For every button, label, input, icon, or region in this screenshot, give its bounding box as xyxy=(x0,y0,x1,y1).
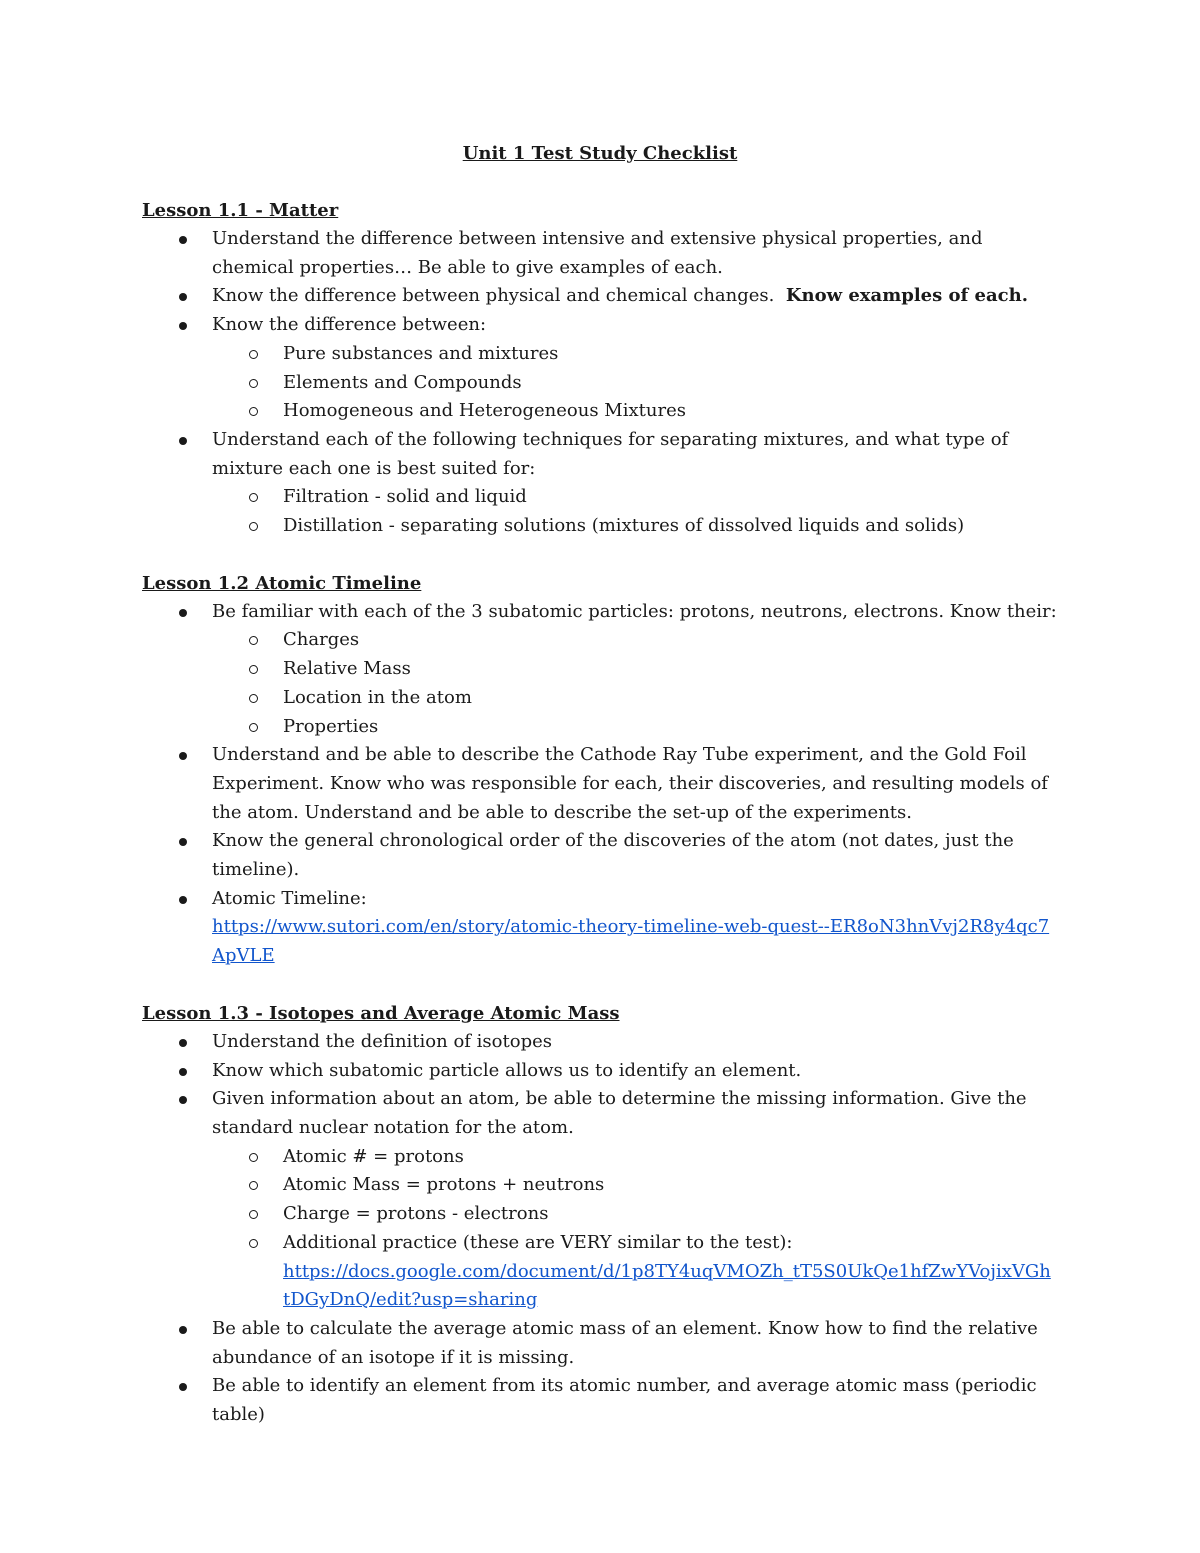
sub-list-item xyxy=(212,397,1058,426)
lesson-1-1-heading: Lesson 1.1 - Matter xyxy=(142,200,339,221)
additional-practice-link[interactable]: https://docs.google.com/document/d/1p8TY4uqVMOZh_tT5S0UkQe1hfZwYVojixVGhtDGyDnQ/edit?usp=sharing xyxy=(283,1260,1051,1311)
sub-list-item xyxy=(212,626,1058,655)
lesson-1-2-heading: Lesson 1.2 Atomic Timeline xyxy=(142,572,422,594)
sub-list-item-text: Pure substances and mixtures xyxy=(283,342,559,364)
hollow-bullet-icon xyxy=(249,665,258,674)
sub-list-item-text: Elements and Compounds xyxy=(283,371,522,393)
page-title: Unit 1 Test Study Checklist xyxy=(462,143,738,164)
list-item-text: Be familiar with each of the 3 subatomic particles: protons, neutrons, electrons. Know their: xyxy=(212,600,1057,622)
bullet-icon xyxy=(179,609,187,617)
hollow-bullet-icon xyxy=(249,1210,258,1219)
sub-list-item xyxy=(212,340,1058,369)
sub-list-item-text: Distillation - separating solutions (mixtures of dissolved liquids and solids) xyxy=(283,515,965,537)
sub-list-item xyxy=(212,512,1058,541)
list-item xyxy=(142,225,1058,282)
hollow-bullet-icon xyxy=(249,1181,258,1190)
list-item xyxy=(142,1028,1058,1057)
list-item-text: Know the general chronological order of the discoveries of the atom (not dates, just the timeline). xyxy=(212,830,1014,881)
sub-list xyxy=(142,1143,1058,1315)
hollow-bullet-icon xyxy=(249,694,258,703)
hollow-bullet-icon xyxy=(249,379,258,388)
sub-list xyxy=(142,626,1058,741)
bullet-icon xyxy=(179,838,187,846)
bullet-icon xyxy=(179,1383,187,1391)
bullet-icon xyxy=(179,1326,187,1334)
sub-list-item xyxy=(212,1143,1058,1172)
sub-list-item xyxy=(212,1171,1058,1200)
lesson-1-2-list xyxy=(142,598,1058,971)
bullet-icon xyxy=(179,752,187,760)
lesson-1-3-list xyxy=(142,1028,1058,1430)
bullet-icon xyxy=(179,236,187,244)
sub-list-item xyxy=(212,1229,1058,1315)
document-page xyxy=(142,138,1058,1458)
sub-list-item-text: Additional practice (these are VERY similar to the test): xyxy=(283,1231,793,1253)
list-item xyxy=(142,598,1058,742)
sub-list-item xyxy=(212,483,1058,512)
sub-list-item xyxy=(212,713,1058,742)
list-item-text: Be able to calculate the average atomic mass of an element. Know how to find the relative abundance of an isotope if it is missing. xyxy=(212,1317,1038,1368)
list-item xyxy=(142,1085,1058,1315)
list-item-text: Understand the definition of isotopes xyxy=(212,1030,552,1052)
sub-list-item xyxy=(212,369,1058,398)
bullet-icon xyxy=(179,437,187,445)
list-item xyxy=(142,282,1058,311)
bullet-icon xyxy=(179,896,187,904)
hollow-bullet-icon xyxy=(249,522,258,531)
lesson-1-1-section xyxy=(142,196,1058,541)
sub-list-item xyxy=(212,655,1058,684)
list-item xyxy=(142,1372,1058,1429)
lesson-1-1-list xyxy=(142,225,1058,541)
list-item xyxy=(142,741,1058,827)
lesson-1-3-heading: Lesson 1.3 - Isotopes and Average Atomic Mass xyxy=(142,1002,620,1024)
bullet-icon xyxy=(179,322,187,330)
hollow-bullet-icon xyxy=(249,493,258,502)
bullet-icon xyxy=(179,1068,187,1076)
bullet-icon xyxy=(179,1039,187,1047)
list-item xyxy=(142,1057,1058,1086)
sub-list xyxy=(142,340,1058,426)
sub-list-item-text: Charges xyxy=(283,629,360,651)
hollow-bullet-icon xyxy=(249,1153,258,1162)
sub-list-item xyxy=(212,684,1058,713)
hollow-bullet-icon xyxy=(249,723,258,732)
list-item-text: Understand the difference between intensive and extensive physical properties, and chemical properties… Be able to give examples of each. xyxy=(212,228,983,278)
sub-list-item-text: Properties xyxy=(283,715,379,737)
atomic-timeline-link[interactable]: https://www.sutori.com/en/story/atomic-theory-timeline-web-quest--ER8oN3hnVvj2R8y4qc7ApVLE xyxy=(212,916,1050,967)
sub-list-item-text: Location in the atom xyxy=(283,686,472,708)
hollow-bullet-icon xyxy=(249,1239,258,1248)
list-item-text: Given information about an atom, be able to determine the missing information. Give the standard nuclear notation for the atom. xyxy=(212,1088,1027,1138)
list-item-text: Know the difference between: xyxy=(212,314,487,336)
bullet-icon xyxy=(179,1096,187,1104)
list-item xyxy=(142,827,1058,884)
sub-list xyxy=(142,483,1058,540)
hollow-bullet-icon xyxy=(249,636,258,645)
list-item-text: Be able to identify an element from its atomic number, and average atomic mass (periodic table) xyxy=(212,1375,1037,1426)
list-item-text: Understand and be able to describe the Cathode Ray Tube experiment, and the Gold Foil Experiment. Know who was responsible for each, their discoveries, and resulting models of the atom. Understand and be able to describe the set-up of the experiments. xyxy=(212,744,1048,823)
lesson-1-2-section xyxy=(142,569,1058,971)
list-item-emphasis: Know examples of each. xyxy=(785,285,1028,307)
sub-list-item-text: Homogeneous and Heterogeneous Mixtures xyxy=(283,400,686,422)
sub-list-item-text: Atomic Mass = protons + neutrons xyxy=(283,1174,605,1196)
sub-list-item-text: Charge = protons - electrons xyxy=(283,1203,549,1225)
sub-list-item-text: Relative Mass xyxy=(283,658,411,680)
list-item-text: Know the difference between physical and chemical changes. xyxy=(212,285,775,307)
sub-list-item-text: Filtration - solid and liquid xyxy=(283,486,527,508)
lesson-1-3-section xyxy=(142,999,1058,1430)
list-item-text: Know which subatomic particle allows us to identify an element. xyxy=(212,1059,802,1081)
hollow-bullet-icon xyxy=(249,407,258,416)
list-item xyxy=(142,885,1058,971)
sub-list-item xyxy=(212,1200,1058,1229)
list-item xyxy=(142,311,1058,426)
list-item xyxy=(142,426,1058,541)
sub-list-item-text: Atomic # = protons xyxy=(283,1145,464,1167)
bullet-icon xyxy=(179,293,187,301)
list-item-text: Atomic Timeline: xyxy=(212,887,367,909)
list-item-text: Understand each of the following techniques for separating mixtures, and what type of mixture each one is best suited for: xyxy=(212,428,1009,479)
list-item xyxy=(142,1315,1058,1372)
hollow-bullet-icon xyxy=(249,350,258,359)
